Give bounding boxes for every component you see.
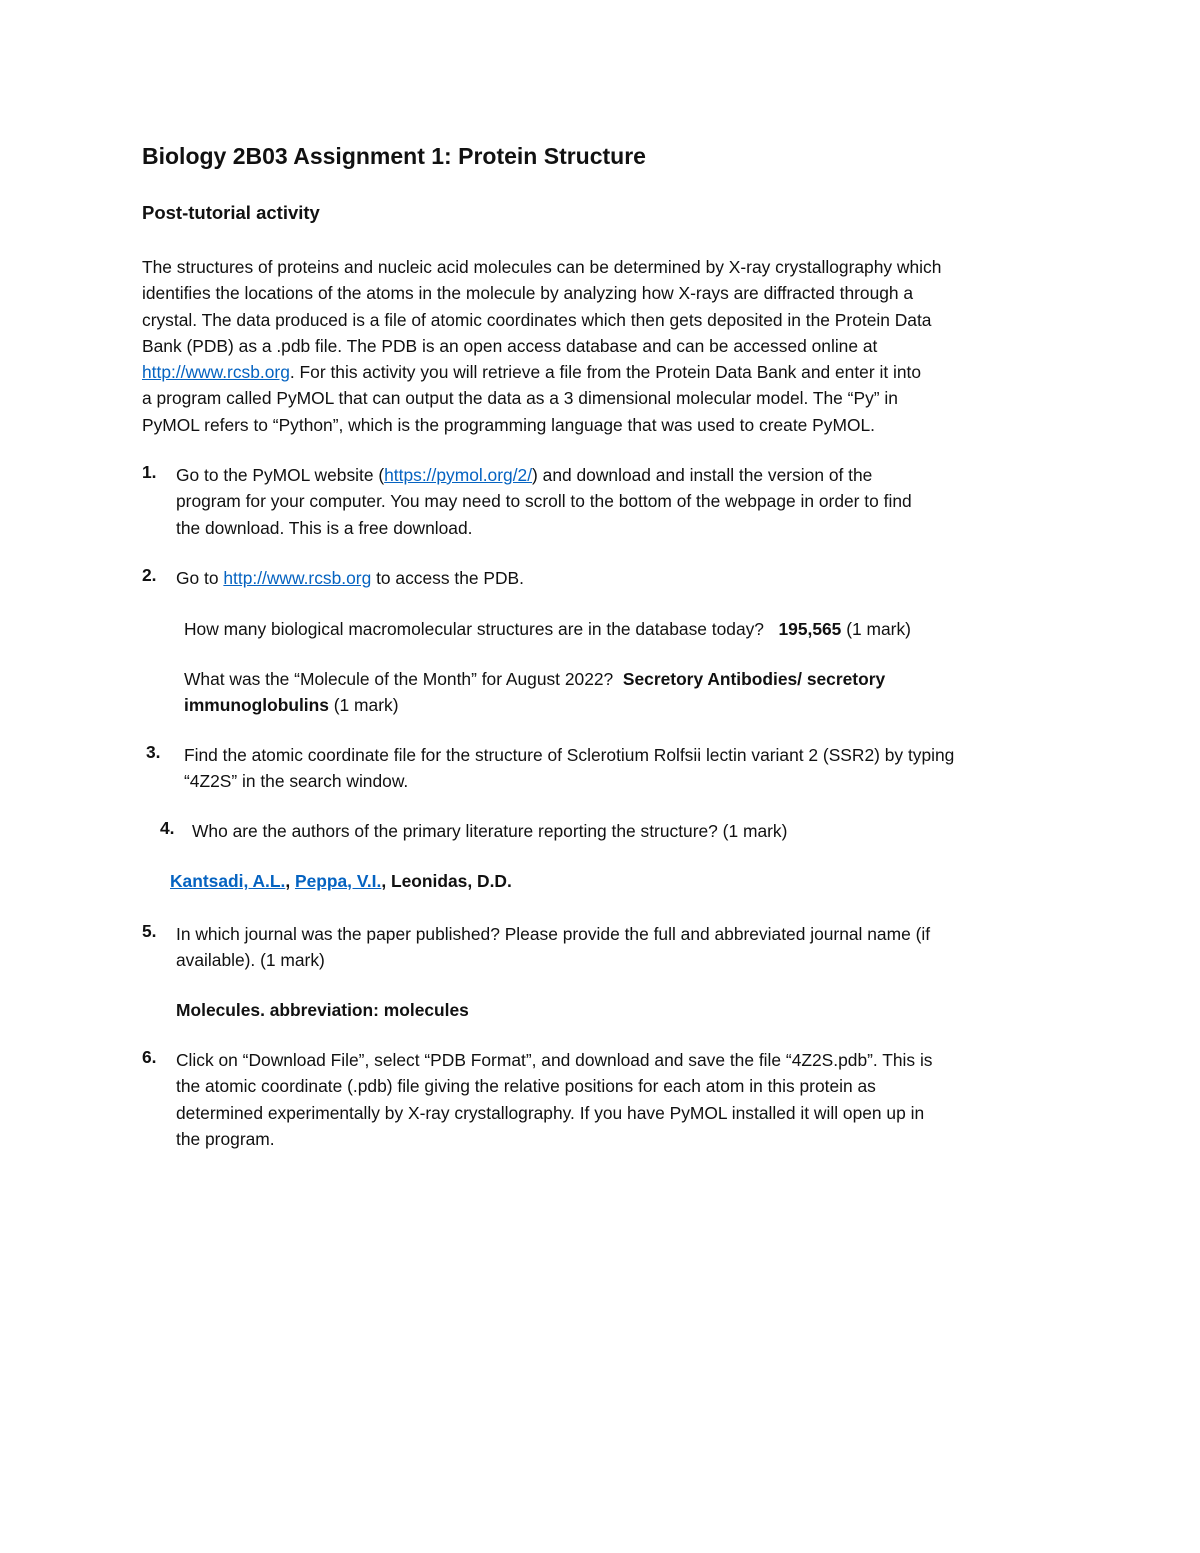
item-number: 2.	[142, 565, 157, 585]
intro-line	[142, 359, 1082, 385]
answer-text: 195,565	[778, 619, 842, 639]
section-subtitle: Post-tutorial activity	[142, 202, 320, 223]
journal-answer	[176, 997, 469, 1023]
author-text: , Leonidas, D.D.	[381, 871, 512, 891]
intro-line: crystal. The data produced is a file of atomic coordinates which then gets deposited in the Protein Data	[142, 309, 932, 330]
intro-paragraph	[142, 254, 1082, 438]
item-line	[176, 462, 912, 488]
item-line-text: ) and download and install the version of the	[532, 465, 873, 485]
item-line	[176, 565, 524, 591]
item-line	[170, 868, 512, 894]
question-molecule-of-month	[184, 666, 885, 719]
intro-line: a program called PyMOL that can output the data as a 3 dimensional molecular model. The “Py” in	[142, 388, 898, 409]
item-5-text	[176, 921, 930, 974]
item-3-text	[184, 742, 954, 795]
intro-line: Bank (PDB) as a .pdb file. The PDB is an open access database and can be accessed online at	[142, 335, 878, 356]
author-link-kantsadi[interactable]: Kantsadi, A.L.	[170, 871, 286, 891]
answer-text: Secretory Antibodies/ secretory	[622, 669, 886, 689]
item-number: 5.	[142, 921, 157, 941]
item-line	[184, 616, 911, 642]
item-line	[184, 692, 885, 718]
item-line: In which journal was the paper published? Please provide the full and abbreviated journal name (if	[176, 924, 931, 944]
item-line-text: Go to the PyMOL website (	[176, 465, 385, 485]
item-6-text	[176, 1047, 933, 1152]
item-line: available). (1 mark)	[176, 950, 325, 971]
intro-line: identifies the locations of the atoms in the molecule by analyzing how X-rays are diffracted through a	[142, 283, 914, 304]
intro-line: The structures of proteins and nucleic acid molecules can be determined by X-ray crystallography which	[142, 257, 942, 277]
answer-text: immunoglobulins	[184, 695, 329, 716]
answer-text: Molecules. abbreviation: molecules	[176, 1000, 469, 1020]
rcsb-link[interactable]: http://www.rcsb.org	[142, 362, 290, 383]
item-2-text	[176, 565, 524, 591]
item-line: program for your computer. You may need to scroll to the bottom of the webpage in order to find	[176, 491, 912, 512]
intro-line: PyMOL refers to “Python”, which is the programming language that was used to create PyMOL.	[142, 414, 875, 435]
item-1-text	[176, 462, 912, 541]
intro-line-text: . For this activity you will retrieve a file from the Protein Data Bank and enter it into	[289, 362, 922, 383]
authors-answer	[170, 868, 512, 894]
question-text: What was the “Molecule of the Month” for August 2022?	[184, 669, 614, 689]
item-line: “4Z2S” in the search window.	[184, 771, 409, 792]
item-line-text: to access the PDB.	[371, 568, 524, 588]
item-line-text: Go to	[176, 568, 224, 588]
item-number: 4.	[160, 818, 175, 838]
item-number: 6.	[142, 1047, 157, 1067]
item-line	[184, 666, 885, 692]
mark-text: (1 mark)	[333, 695, 399, 716]
rcsb-link[interactable]: http://www.rcsb.org	[223, 568, 372, 588]
separator-text: ,	[285, 871, 295, 891]
question-text: How many biological macromolecular structures are in the database today?	[184, 619, 764, 639]
item-line: determined experimentally by X-ray crystallography. If you have PyMOL installed it will open up in	[176, 1102, 925, 1123]
item-number: 3.	[146, 742, 161, 762]
pymol-link[interactable]: https://pymol.org/2/	[384, 465, 533, 485]
author-link-peppa[interactable]: Peppa, V.I.	[294, 871, 382, 891]
item-line: Find the atomic coordinate file for the structure of Sclerotium Rolfsii lectin variant 2 (SSR2) by typing	[184, 745, 955, 765]
item-line: the atomic coordinate (.pdb) file giving the relative positions for each atom in this protein as	[176, 1076, 876, 1097]
mark-text: (1 mark)	[846, 619, 911, 639]
page-title: Biology 2B03 Assignment 1: Protein Structure	[142, 143, 646, 169]
item-line: Who are the authors of the primary literature reporting the structure? (1 mark)	[192, 821, 788, 841]
item-number: 1.	[142, 462, 157, 482]
item-4-text	[192, 818, 787, 844]
item-line: Click on “Download File”, select “PDB Format”, and download and save the file “4Z2S.pdb”. This is	[176, 1050, 933, 1070]
item-line: the download. This is a free download.	[176, 517, 473, 538]
item-line: the program.	[176, 1128, 275, 1149]
question-structures-count	[184, 616, 911, 642]
